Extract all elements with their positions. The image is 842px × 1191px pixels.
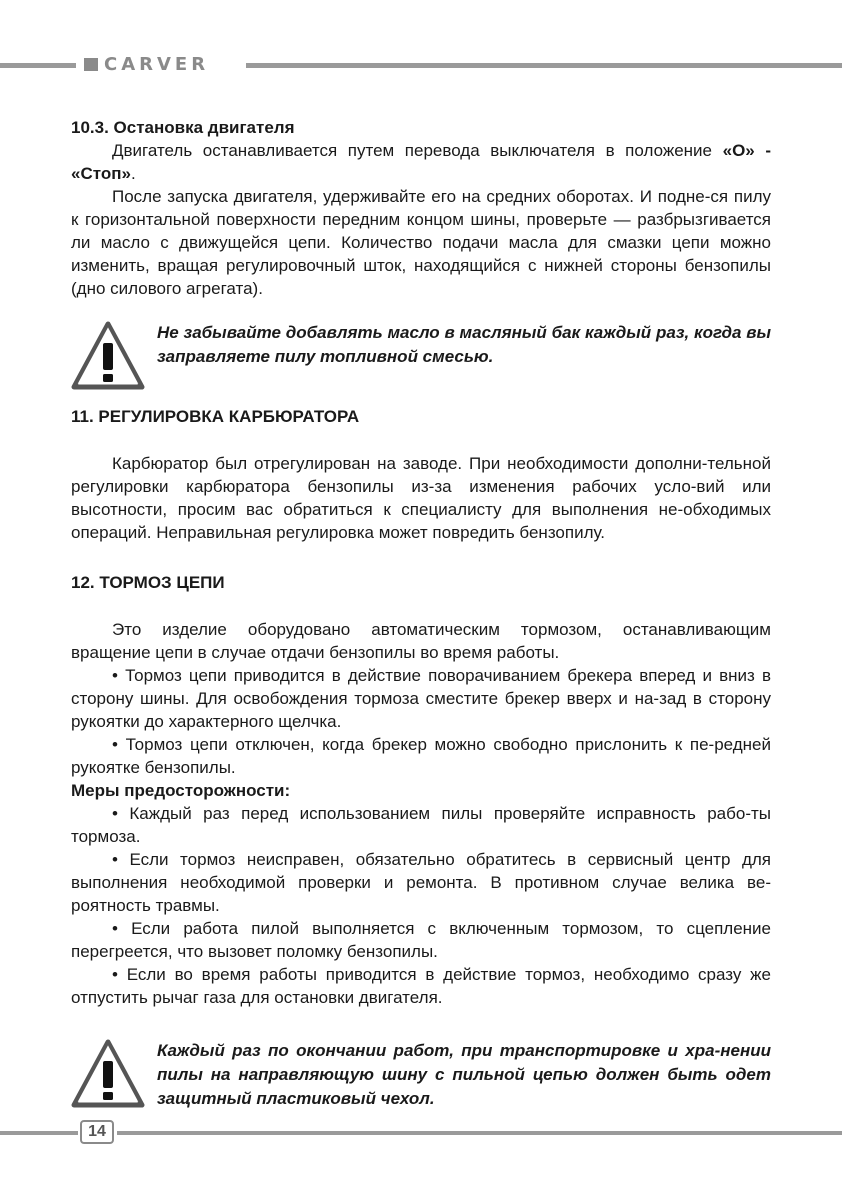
warning-triangle-icon (71, 321, 145, 391)
precaution-item: • Если во время работы приводится в действие тормоз, необходимо сразу же отпустить рычаг газа для остановки двигателя. (71, 965, 771, 1007)
precaution-item: • Если работа пилой выполняется с включенным тормозом, то сцепление перегреется, что вызовет поломку бензопилы. (71, 919, 771, 961)
section-12-p2: • Тормоз цепи приводится в действие поворачиванием брекера вперед и вниз в сторону шины. Для освобождения тормоза сместите брекер вверх и на-зад в сторону рукоятки до характерного щелчка. (71, 666, 771, 731)
brand-logo (84, 52, 209, 76)
page-number: 14 (80, 1120, 114, 1144)
warning-oil-text: Не забывайте добавлять масло в масляный бак каждый раз, когда вы заправляете пилу топливной смесью. (157, 323, 771, 366)
footer-rule-left (0, 1131, 78, 1135)
page-content (71, 116, 771, 1131)
section-11-heading: 11. РЕГУЛИРОВКА КАРБЮРАТОРА (71, 407, 360, 426)
header-rule-left (0, 63, 76, 68)
stop-position-label: «О» - «Стоп» (71, 141, 771, 183)
section-10-3-p2: После запуска двигателя, удерживайте его на средних оборотах. И подне-ся пилу к горизонтальной поверхности передним концом шины, проверьте — разбрызгивается ли масло с движущейся цепи. Количество подачи масла для смазки цепи можно изменить, вращая регулировочный шток, находящийся с нижней стороны бензопилы (дно силового агрегата). (71, 187, 771, 298)
warning-cover (71, 1039, 771, 1131)
warning-cover-text: Каждый раз по окончании работ, при транспортировке и хра-нении пилы на направляющую шину с пильной цепью должен быть одет защитный пластиковый чехол. (157, 1041, 771, 1108)
warning-oil (71, 321, 771, 388)
header-rule-right (246, 63, 842, 68)
warning-triangle-icon (71, 1039, 145, 1109)
precaution-item: • Если тормоз неисправен, обязательно обратитесь в сервисный центр для выполнения необходимой проверки и ремонта. В противном случае велика ве-роятность травмы. (71, 850, 771, 915)
precaution-item: • Каждый раз перед использованием пилы проверяйте исправность рабо-ты тормоза. (71, 804, 771, 846)
section-10-3-p1: Двигатель останавливается путем перевода выключателя в положение «О» - «Стоп». (71, 141, 771, 183)
section-12-heading: 12. ТОРМОЗ ЦЕПИ (71, 573, 225, 592)
section-11-p1: Карбюратор был отрегулирован на заводе. При необходимости дополни-тельной регулировки карбюратора бензопилы из-за изменения рабочих усло-вий или высотности, просим вас обратиться к специалисту для выполнения не-обходимых операций. Неправильная регулировка может повредить бензопилу. (71, 454, 771, 542)
footer-rule-right (117, 1131, 842, 1135)
brand-name: CARVER (104, 53, 210, 75)
section-10-3-heading: 10.3. Остановка двигателя (71, 118, 295, 137)
precautions-heading: Меры предосторожности: (71, 781, 291, 800)
section-12-p3: • Тормоз цепи отключен, когда брекер можно свободно прислонить к пе-редней рукоятке бензопилы. (71, 735, 771, 777)
logo-bar (84, 58, 98, 71)
section-12-p1: Это изделие оборудовано автоматическим тормозом, останавливающим вращение цепи в случае отдачи бензопилы во время работы. (71, 620, 771, 662)
